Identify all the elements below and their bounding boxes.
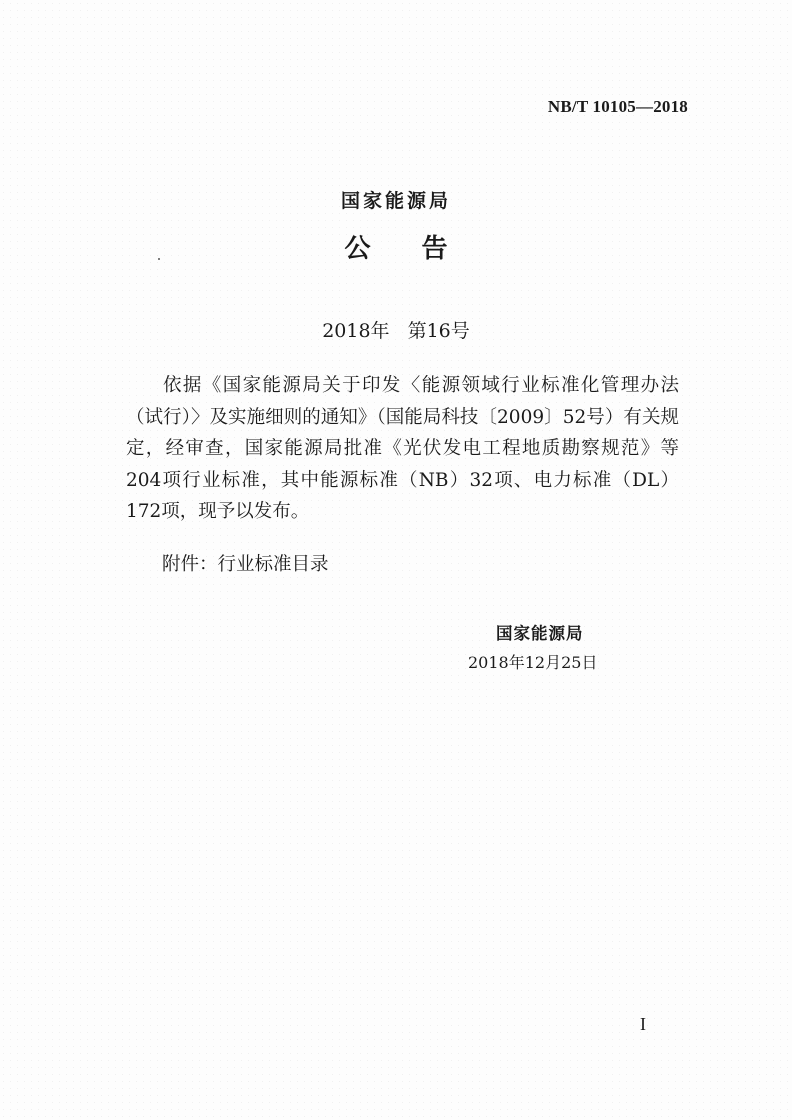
page-number: I	[640, 1014, 646, 1034]
announcement-body: 依据《国家能源局关于印发〈能源领域行业标准化管理办法（试行）〉及实施细则的通知》（国能局科技〔2009〕52号）有关规定，经审查，国家能源局批准《光伏发电工程地质勘察规范》等204项行业标准，其中能源标准（NB）32项、电力标准（DL）172项，现予以发布。	[126, 375, 679, 522]
notice-title: 公 告	[344, 234, 448, 264]
issuer-title: 国家能源局	[340, 190, 451, 212]
attachment-line: 附件：行业标准目录	[162, 554, 329, 575]
issue-number: 2018年 第16号	[322, 320, 470, 342]
signature-organization: 国家能源局	[496, 624, 584, 643]
signature-date: 2018年12月25日	[468, 653, 598, 672]
standard-number: NB/T 10105—2018	[547, 97, 688, 116]
